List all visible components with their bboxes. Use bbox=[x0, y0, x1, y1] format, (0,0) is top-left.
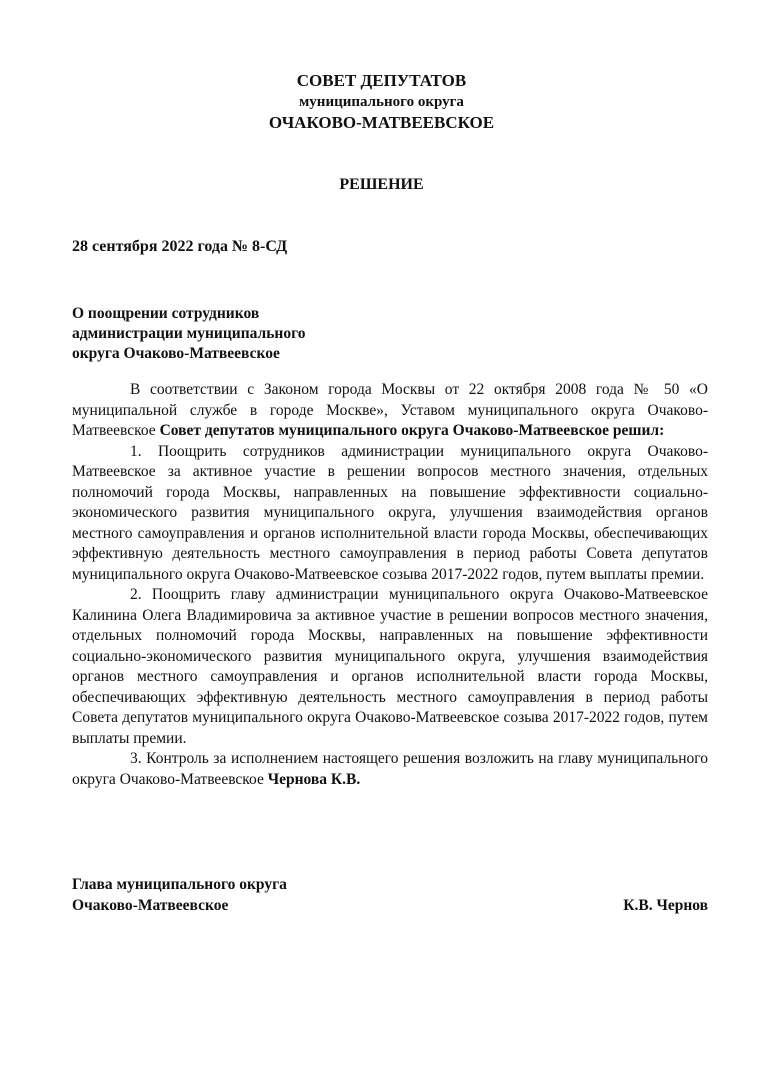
signature-block bbox=[72, 874, 708, 916]
signatory-name: К.В. Чернов bbox=[623, 897, 708, 914]
org-name: СОВЕТ ДЕПУТАТОВ bbox=[296, 71, 467, 90]
org-subtitle: муниципального округа bbox=[299, 94, 464, 110]
document-type: РЕШЕНИЕ bbox=[339, 176, 424, 193]
subject-line: администрации муниципального bbox=[72, 325, 306, 342]
subject-line: О поощрении сотрудников bbox=[72, 305, 260, 322]
decision-item-1: 1. Поощрить сотрудников администрации муниципального округа Очаково-Матвеевское за активное участие в решении вопросов местного значения, отдельных полномочий города Москвы, направленных на повышение эффективности социально-экономического развития муниципального округа, улучшения взаимодействия органов местного самоуправления и органов исполнительной власти города Москвы, обеспечивающих эффективную деятельность местного самоуправления в период работы Совета депутатов муниципального округа Очаково-Матвеевское созыва 2017-2022 годов, путем выплаты премии. bbox=[72, 442, 708, 583]
date-and-number: 28 сентября 2022 года № 8-СД bbox=[72, 238, 288, 255]
document-body bbox=[72, 380, 708, 790]
document-header bbox=[0, 70, 763, 134]
district-name: ОЧАКОВО-МАТВЕЕВСКОЕ bbox=[268, 113, 495, 132]
item-3-person: Чернова К.В. bbox=[267, 770, 361, 788]
decision-item-2: 2. Поощрить главу администрации муниципального округа Очаково-Матвеевское Калинина Олега Владимировича за активное участие в решении вопросов местного значения, отдельных полномочий города Москвы, направленных на повышение эффективности социально-экономического развития муниципального округа, улучшения взаимодействия органов местного самоуправления и органов исполнительной власти города Москвы, обеспечивающих эффективную деятельность местного самоуправления в период работы Совета депутатов муниципального округа Очаково-Матвеевское созыва 2017-2022 годов, путем выплаты премии. bbox=[72, 586, 708, 747]
preamble-decision: Совет депутатов муниципального округа Очаково-Матвеевское решил: bbox=[159, 422, 665, 439]
item-3-text: 3. Контроль за исполнением настоящего решения возложить на главу муниципального округа Очаково-Матвеевское bbox=[72, 750, 708, 788]
subject-line: округа Очаково-Матвеевское bbox=[72, 345, 280, 362]
decision-item-3 bbox=[72, 749, 708, 790]
signatory-title: Глава муниципального округа bbox=[72, 876, 287, 893]
document-subject bbox=[72, 304, 305, 364]
preamble-paragraph bbox=[72, 380, 708, 442]
signature-row bbox=[72, 895, 708, 916]
signatory-district: Очаково-Матвеевское bbox=[72, 897, 229, 914]
preamble-text: В соответствии с Законом города Москвы от 22 октября 2008 года № 50 «О муниципальной службе в городе Москве», Уставом муниципального округа Очаково-Матвеевское bbox=[72, 381, 708, 439]
